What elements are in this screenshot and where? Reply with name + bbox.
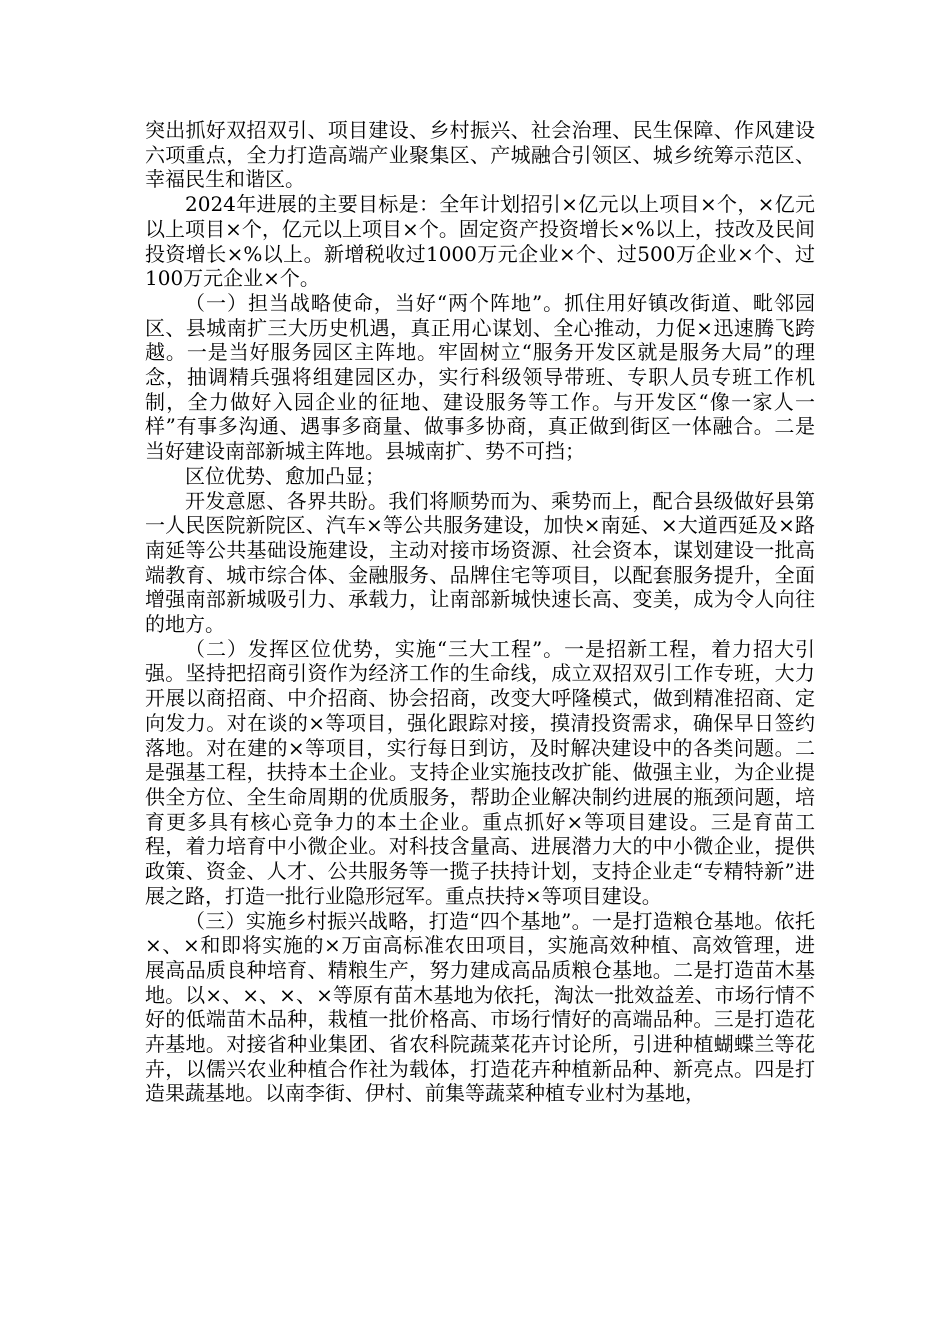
paragraph-goals: 2024年进展的主要目标是：全年计划招引×亿元以上项目×个，×亿元以上项目×个，亿元以上项目×个。固定资产投资增长×%以上，技改及民间投资增长×%以上。新增税收过1000万元企业×个、过500万企业×个、过100万元企业×个。 xyxy=(145,192,815,291)
paragraph-location-advantage: 区位优势、愈加凸显； xyxy=(185,463,385,488)
paragraph-intro: 突出抓好双招双引、项目建设、乡村振兴、社会治理、民生保障、作风建设六项重点，全力打造高端产业聚集区、产城融合引领区、城乡统筹示范区、幸福民生和谐区。 xyxy=(145,118,815,192)
document-body xyxy=(145,118,815,1106)
paragraph-section-one: （一）担当战略使命，当好“两个阵地”。抓住用好镇改街道、毗邻园区、县城南扩三大历史机遇，真正用心谋划、全心推动，力促×迅速腾飞跨越。一是当好服务园区主阵地。牢固树立“服务开发区就是服务大局”的理念，抽调精兵强将组建园区办，实行科级领导带班、专职人员专班工作机制，全力做好入园企业的征地、建设服务等工作。与开发区“像一家人一样”有事多沟通、遇事多商量、做事多协商，真正做到街区一体融合。二是当好建设南部新城主阵地。县城南扩、势不可挡； xyxy=(145,290,815,464)
paragraph-section-two: （二）发挥区位优势，实施“三大工程”。一是招新工程，着力招大引强。坚持把招商引资作为经济工作的生命线，成立双招双引工作专班，大力开展以商招商、中介招商、协会招商，改变大呼隆模式，做到精准招商、定向发力。对在谈的×等项目，强化跟踪对接，摸清投资需求，确保早日签约落地。对在建的×等项目，实行每日到访，及时解决建设中的各类问题。二是强基工程，扶持本土企业。支持企业实施技改扩能、做强主业，为企业提供全方位、全生命周期的优质服务，帮助企业解决制约进展的瓶颈问题，培育更多具有核心竞争力的本土企业。重点抓好×等项目建设。三是育苗工程，着力培育中小微企业。对科技含量高、进展潜力大的中小微企业，提供政策、资金、人才、公共服务等一揽子扶持计划，支持企业走“专精特新”进展之路，打造一批行业隐形冠军。重点扶持×等项目建设。 xyxy=(145,636,815,908)
paragraph-section-three: （三）实施乡村振兴战略，打造“四个基地”。一是打造粮仓基地。依托×、×和即将实施的×万亩高标准农田项目，实施高效种植、高效管理，进展高品质良种培育、精粮生产，努力建成高品质粮仓基地。二是打造苗木基地。以×、×、×、×等原有苗木基地为依托，淘汰一批效益差、市场行情不好的低端苗木品种，栽植一批价格高、市场行情好的高端品种。三是打造花卉基地。对接省种业集团、省农科院蔬菜花卉讨论所，引进种植蝴蝶兰等花卉，以儒兴农业种植合作社为载体，打造花卉种植新品种、新亮点。四是打造果蔬基地。以南李街、伊村、前集等蔬菜种植专业村为基地， xyxy=(145,908,815,1106)
paragraph-development: 开发意愿、各界共盼。我们将顺势而为、乘势而上，配合县级做好县第一人民医院新院区、汽车×等公共服务建设，加快×南延、×大道西延及×路南延等公共基础设施建设，主动对接市场资源、社会资本，谋划建设一批高端教育、城市综合体、金融服务、品牌住宅等项目，以配套服务提升，全面增强南部新城吸引力、承载力，让南部新城快速长高、变美，成为令人向往的地方。 xyxy=(145,488,815,637)
